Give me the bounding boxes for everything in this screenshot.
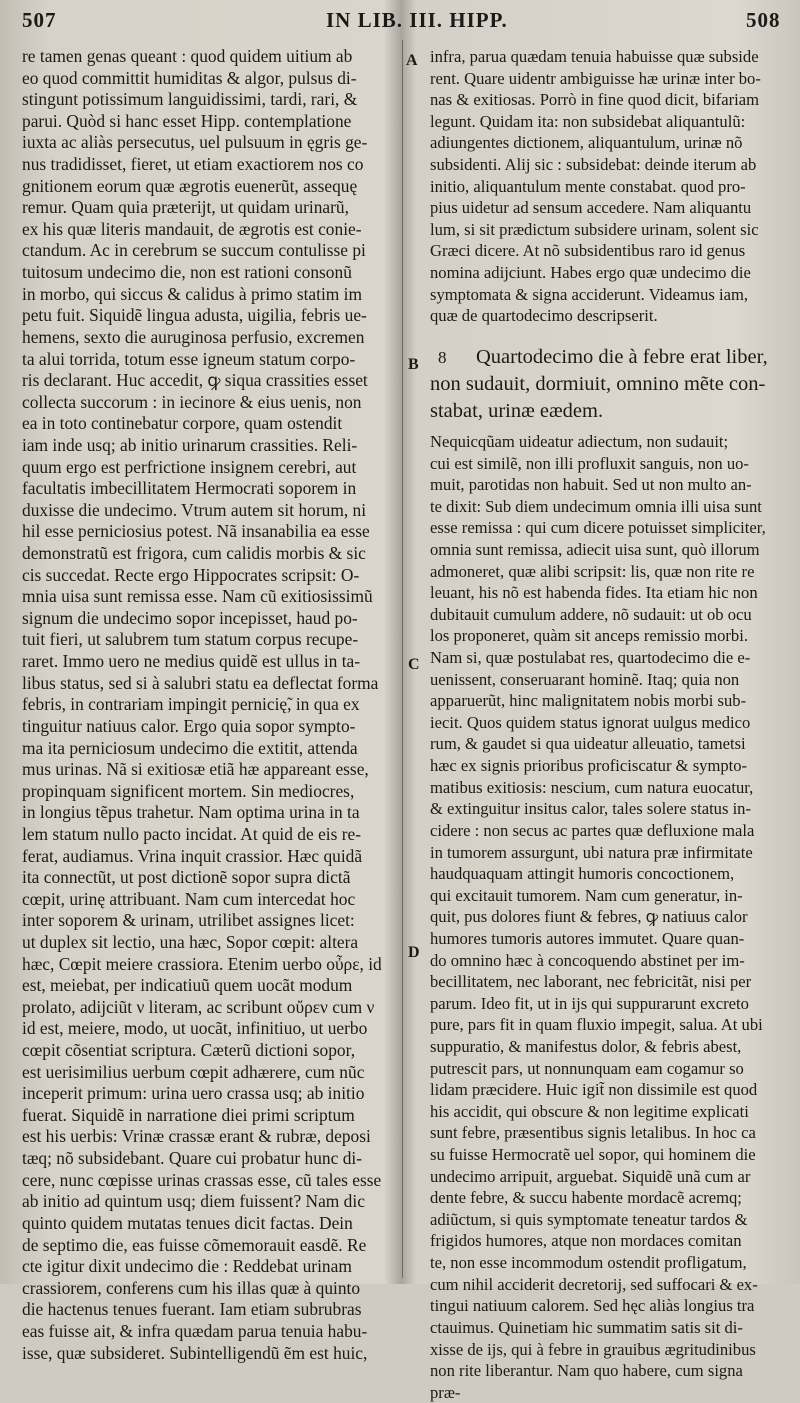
text-line: rum, & gaudet si qua uideatur alleuatio, tametsi <box>430 734 746 754</box>
text-line: cum nihil acciderit decretorij, sed suffocari & ex- <box>430 1274 758 1294</box>
margin-marker-d: D <box>408 944 420 961</box>
aphorism-line: 8 Quartodecimo die à febre erat liber, <box>430 344 780 371</box>
text-line: prolato, adijciũt ν literam, ac scribunt οὔρεν cum ν <box>22 996 375 1017</box>
text-line: in tumorem assurgunt, ubi natura præ infirmitate <box>430 842 753 862</box>
text-line: est his uerbis: Vrinæ crassæ erant & rubræ, deposi <box>22 1126 371 1147</box>
text-line: die hactenus tenues fuerant. Iam etiam subrubras <box>22 1299 362 1320</box>
section-gap <box>430 327 780 344</box>
text-line: facultatis imbecillitatem Hermocrati soporem in <box>22 478 357 499</box>
text-line: los proponeret, quàm sit anceps remissio morbi. <box>430 626 748 646</box>
text-line: quum ergo est perfrictione insignem cerebri, aut <box>22 456 357 477</box>
text-line: dente febre, & succu habente mordacẽ acremq; <box>430 1188 742 1208</box>
text-line: esse remissa : qui cum dicere potuisset simpliciter, <box>430 518 766 538</box>
text-line: humores tumoris autores immutet. Quare quan- <box>430 928 745 948</box>
text-line: signum die undecimo sopor incepisset, haud po- <box>22 607 358 628</box>
text-line: te, non esse incommodum ostendit profligatum, <box>430 1253 747 1273</box>
text-line: cte igitur dixit undecimo die : Reddebat urinam <box>22 1256 352 1277</box>
commentary-bottom <box>430 431 780 1403</box>
margin-marker-a: A <box>406 52 418 69</box>
text-line: undecimo arripuit, arguebat. Siquidẽ unã cum ar <box>430 1166 751 1186</box>
text-line: mnia uisa sunt remissa esse. Nam cũ exitiosissimũ <box>22 586 373 607</box>
text-line: ita connectũt, ut post dictionẽ sopor supra dictã <box>22 867 351 888</box>
text-line: iuxta ac aliàs persecutus, uel pulsuum in ęgris ge- <box>22 132 368 153</box>
text-line: tæq; nõ subsidebant. Quare cui probatur hunc di- <box>22 1148 363 1169</box>
text-line: frigidos humores, atque non mordaces comitan <box>430 1231 742 1251</box>
text-line: cui est similẽ, non illi profluxit sanguis, non uo- <box>430 453 749 473</box>
text-line: ma ita perniciosum undecimo die extitit, attenda <box>22 737 358 758</box>
aphorism-line: stabat, urinæ eædem. <box>430 399 604 422</box>
text-line: duxisse die undecimo. Vtrum autem sit horum, ni <box>22 499 367 520</box>
text-line: gnitionem eorum quæ ægrotis euenerũt, assequę <box>22 175 358 196</box>
text-line: admoneret, quæ alibi scripsit: lis, quæ non rite re <box>430 561 755 581</box>
text-line: rent. Quare uidentr ambiguisse hæ urinæ inter bo- <box>430 68 761 88</box>
text-line: inter soporem & urinam, utrilibet assignes licet: <box>22 910 355 931</box>
text-line: mus urinas. Nã si exitiosæ etiã hæ appareant esse, <box>22 759 369 780</box>
text-line: cœpit, urinę attribuant. Nam cum intercedat hoc <box>22 888 356 909</box>
text-line: demonstratũ est frigora, cum calidis morbis & sic <box>22 543 366 564</box>
text-line: crassiorem, conferens cum his illas quæ à quinto <box>22 1277 361 1298</box>
text-line: parum. Ideo fit, ut in ijs qui suppurarunt excreto <box>430 993 749 1013</box>
text-line: quit, pus dolores fiunt & febres, ꝙ natiuus calor <box>430 907 748 927</box>
text-line: hemens, sexto die auruginosa perfusio, excremen <box>22 326 365 347</box>
text-line: eas fuisse ait, & infra quædam parua tenuia habu- <box>22 1320 368 1341</box>
text-line: ferat, audiamus. Vrina inquit crassior. Hæc quidã <box>22 845 363 866</box>
text-line: ctauimus. Quinetiam hic summatim satis sit di- <box>430 1317 743 1337</box>
text-line: parui. Quòd si hanc esset Hipp. contemplatione <box>22 110 352 131</box>
left-text-column <box>22 46 400 1364</box>
text-line: tinguitur natiuus calor. Ergo quia sopor sympto- <box>22 715 356 736</box>
text-line: inceperit primum: urina uero crassa usq; ab initio <box>22 1083 365 1104</box>
text-line: cidere : non secus ac partes quæ defluxione mala <box>430 820 755 840</box>
text-line: ex his quæ literis mandauit, de ægrotis est conie- <box>22 218 362 239</box>
text-line: est, meiebat, per indicatiuũ quem uocãt modum <box>22 975 353 996</box>
text-line: quæ de quartodecimo descripserit. <box>430 306 658 326</box>
text-line: iecit. Quos quidem status ignorat uulgus medico <box>430 712 751 732</box>
text-line: nomina adijciunt. Habes ergo quæ undecimo die <box>430 263 751 283</box>
text-line: haudquaquam attingit humoris concoctionem, <box>430 864 735 884</box>
text-line: fuerat. Siquidẽ in narratione diei primi scriptum <box>22 1104 355 1125</box>
text-line: nus tradidisset, fieret, ut etiam exactiorem nos co <box>22 154 364 175</box>
text-line: su fuisse Hermocratẽ uel sopor, qui hominem die <box>430 1145 756 1165</box>
text-line: raret. Immo uero ne medius quidẽ est ullus in ta- <box>22 651 361 672</box>
text-line: tingui natiuum calorem. Sed hęc aliàs longius tra <box>430 1296 755 1316</box>
text-line: tuitosum undecimo die, non est rationi consonũ <box>22 262 352 283</box>
text-line: in morbo, qui siccus & calidus à primo statim im <box>22 283 363 304</box>
text-line: qui excitauit tumorem. Nam cum generatur, in- <box>430 885 743 905</box>
text-line: ta alui torrida, totum esse igneum statum corpo- <box>22 348 356 369</box>
aphorism-line: non sudauit, dormiuit, omnino mẽte con- <box>430 372 766 395</box>
text-line: omnia sunt remissa, adiecit uisa sunt, quò illorum <box>430 539 760 559</box>
text-line: becillitatem, nec laborant, nec febricitãt, nisi per <box>430 972 752 992</box>
text-line: lidam præcidere. Huic igit̃ non dissimile est quod <box>430 1080 758 1100</box>
text-line: stingunt potissimum languidissimi, tardi, rari, & <box>22 89 358 110</box>
text-line: hæc ex signis prioribus proficiscatur & sympto- <box>430 756 748 776</box>
text-line: xisse de ijs, qui à febre in grauibus ægritudinibus <box>430 1339 756 1359</box>
text-line: cœpit cõsentiat scriptura. Cæterũ dictioni sopor, <box>22 1040 356 1061</box>
text-line: febris, in contrariam impingit pernicię̃, in qua ex <box>22 694 360 715</box>
text-line: pius uidetur ad sensum accedere. Nam aliquantu <box>430 198 752 218</box>
text-line: initio, aliquantulum mente constabat. quod pro- <box>430 176 746 196</box>
text-line: ut duplex sit lectio, una hæc, Sopor cœpit: altera <box>22 931 359 952</box>
aphorism-block <box>430 344 780 425</box>
text-line: legunt. Quidam ita: non subsidebat aliquantulũ: <box>430 111 746 131</box>
text-line: ab initio ad quintum usq; diem fuissent? Nam dic <box>22 1191 365 1212</box>
text-line: do omnino hæc à concoquendo abstinet per im- <box>430 950 745 970</box>
text-line: symptomata & signa acciderunt. Videamus iam, <box>430 284 749 304</box>
text-line: est uerisimilius uerbum cœpit adhærere, cum nũc <box>22 1061 365 1082</box>
aphorism-number: 8 <box>438 347 447 367</box>
text-line: ea in toto continebatur corpore, quam ostendit <box>22 413 343 434</box>
text-line: his accidit, qui obscure & non legitime explicati <box>430 1101 749 1121</box>
text-line: suppuratio, & manifestus dolor, & febris abest, <box>430 1036 742 1056</box>
text-line: re tamen genas queant : quod quidem uitium ab <box>22 46 353 66</box>
page-number-right: 508 <box>746 8 781 32</box>
right-text-column <box>430 46 780 1403</box>
text-line: te dixit: Sub diem undecimum omnia illi uisa sunt <box>430 496 762 516</box>
text-line: præ- <box>430 1382 461 1402</box>
text-line: hæc, Cœpit meiere crassiora. Etenim uerbo οὖρε, id <box>22 953 382 974</box>
text-line: isse, quæ subsideret. Subintelligendũ ẽm est huic, <box>22 1342 368 1363</box>
text-line: collecta succorum : in iecinore & eius uenis, non <box>22 391 362 412</box>
page-number-left: 507 <box>22 8 57 32</box>
text-line: Græci dicere. At nõ subsidentibus raro id genus <box>430 241 746 261</box>
text-line: de septimo die, eas fuisse cõmemorauit easdẽ. Re <box>22 1234 367 1255</box>
text-line: remur. Quam quia præterijt, ut quidam urinarũ, <box>22 197 349 218</box>
text-line: adiungentes dictionem, aliquantulum, urinæ nõ <box>430 133 743 153</box>
text-line: & extinguitur insitus calor, tales solere status in- <box>430 799 752 819</box>
text-line: iam inde usq; ab initio urinarum crassities. Reli- <box>22 434 358 455</box>
text-line: tuit fieri, ut salubrem tum statum corpus recupe- <box>22 629 359 650</box>
text-line: pure, pars fit in quam fluxio impegit, salua. At ubi <box>430 1015 763 1035</box>
text-line: hil esse perniciosius potest. Nã insanabilia ea esse <box>22 521 370 542</box>
text-line: Nam si, quæ postulabat res, quartodecimo die e- <box>430 648 751 668</box>
text-line: non rite liberantur. Nam quo habere, cum signa <box>430 1361 743 1381</box>
text-line: cis succedat. Recte ergo Hippocrates scripsit: O- <box>22 564 360 585</box>
text-line: eo quod committit humiditas & algor, pulsus di- <box>22 67 357 88</box>
text-line: apparuerũt, hinc malignitatem nobis morbi sub- <box>430 691 747 711</box>
text-line: lem statum nullo pacto incidat. At quid de eis re- <box>22 823 362 844</box>
text-line: in longius tẽpus trahetur. Nam optima urina in ta <box>22 802 360 823</box>
running-title: IN LIB. III. HIPP. <box>326 8 508 32</box>
text-line: adiũctum, si quis symptomate teneatur tardos & <box>430 1209 748 1229</box>
column-gutter-divider <box>402 40 403 1278</box>
margin-marker-b: B <box>408 356 419 373</box>
text-line: subsidenti. Alij sic : subsidebat: deinde iterum ab <box>430 155 757 175</box>
text-line: dubitauit cumulum addere, nõ sudauit: ut ob ocu <box>430 604 752 624</box>
text-line: putrescit pars, ut nonnunquam eam cogamur so <box>430 1058 744 1078</box>
text-line: Nequicqũam uideatur adiectum, non sudauit; <box>430 431 729 451</box>
text-line: infra, parua quædam tenuia habuisse quæ subside <box>430 47 759 66</box>
text-line: sunt febre, præsentibus signis letalibus. In hoc ca <box>430 1123 756 1143</box>
text-line: id est, meiere, modo, ut uocãt, infinitiuo, ut uerbo <box>22 1018 368 1039</box>
text-line: nas & exitiosas. Porrò in fine quod dicit, bifariam <box>430 90 760 110</box>
text-line: muit, parotidas non habuit. Sed ut non multo an- <box>430 475 752 495</box>
text-line: lum, si sit prædictum subsidere urinam, solent sic <box>430 219 759 239</box>
commentary-top <box>430 46 780 327</box>
text-line: ctandum. Ac in cerebrum se succum contulisse pi <box>22 240 366 261</box>
text-line: petu fuit. Siquidẽ lingua adusta, uigilia, febris ue- <box>22 305 367 326</box>
text-line: quinto quidem mutatas tenues dicit factas. Dein <box>22 1212 353 1233</box>
text-line: uenissent, conseruarant hominẽ. Itaq; quia non <box>430 669 740 689</box>
text-line: cere, nunc cœpisse urinas crassas esse, cũ tales esse <box>22 1169 382 1190</box>
text-line: leuant, his nõ est habenda fides. Ita etiam hic non <box>430 583 758 603</box>
text-line: ris declarant. Huc accedit, ꝙ siqua crassities esset <box>22 370 368 391</box>
text-line: propinquam significent mortem. Sin mediocres, <box>22 780 355 801</box>
text-line: libus status, sed si à salubri statu ea deflectat forma <box>22 672 379 693</box>
margin-marker-c: C <box>408 656 420 673</box>
text-line: matibus exitiosis: nescium, cum natura euocatur, <box>430 777 754 797</box>
